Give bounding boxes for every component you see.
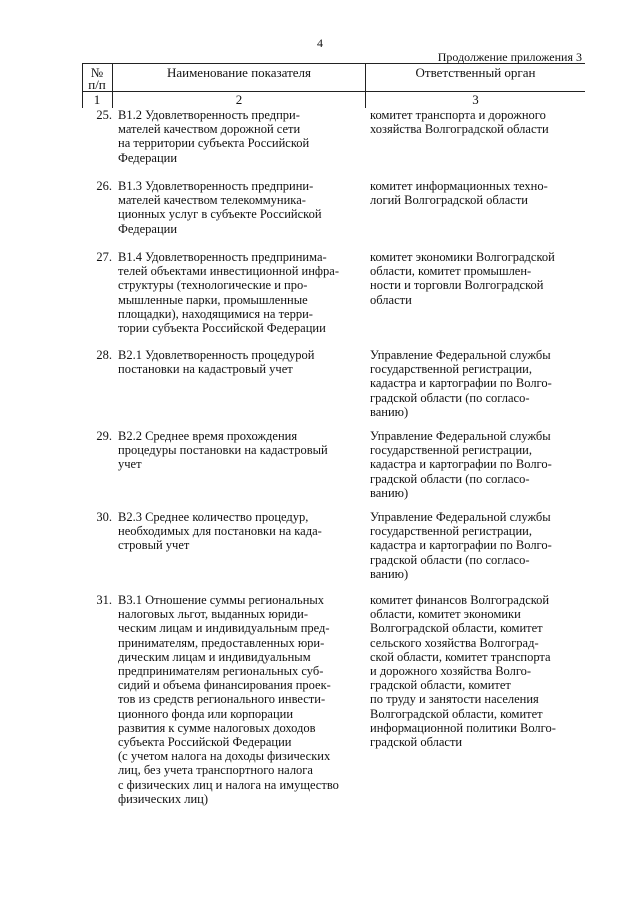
row-number: 31. — [96, 593, 112, 607]
row-number: 28. — [96, 348, 112, 362]
table-row — [82, 348, 585, 429]
row-number: 30. — [96, 510, 112, 524]
responsible-body: комитет информационных техно- логий Волгоградской области — [370, 179, 548, 208]
page-number: 4 — [317, 36, 323, 50]
indicator-name: В1.3 Удовлетворенность предприни- мателей качеством телекоммуника- ционных услуг в субъекте Российской Федерации — [118, 179, 322, 236]
header-col-2: 2 — [235, 92, 243, 107]
table-body — [82, 108, 585, 813]
table-row — [82, 510, 585, 593]
header-responsible-body: Ответственный орган — [415, 65, 536, 80]
table-row — [82, 250, 585, 348]
header-num-bottom: п/п — [88, 77, 106, 92]
appendix-continuation-label: Продолжение приложения 3 — [437, 50, 582, 64]
header-indicator-name: Наименование показателя — [166, 65, 312, 80]
row-number: 26. — [96, 179, 112, 193]
header-col-1: 1 — [93, 92, 101, 107]
indicator-name: В2.1 Удовлетворенность процедурой постановки на кадастровый учет — [118, 348, 315, 377]
responsible-body: Управление Федеральной службы государственной регистрации, кадастра и картографии по Волго- градской области (по согласо- ванию) — [370, 429, 552, 500]
indicator-name: В1.2 Удовлетворенность предпри- мателей качеством дорожной сети на территории субъекта Российской Федерации — [118, 108, 310, 165]
table-row — [82, 429, 585, 510]
header-num-top: № — [90, 65, 104, 80]
row-number: 27. — [96, 250, 112, 264]
indicator-name: В3.1 Отношение суммы региональных налоговых льгот, выданных юриди- ческим лицам и индивидуальным пред- принимателям, предоставленных юри- дическим лицам и индивидуальным предпринимателям региональных суб- сидий и объема финансирования проек- тов из средств регионального инвести- ционного фонда или корпорации развития к сумме налоговых доходов субъекта Российской Федерации (с учетом налога на доходы физических лиц, без учета транспортного налога с физических лиц и налога на имущество физических лиц) — [118, 593, 339, 806]
header-divider — [82, 91, 585, 92]
responsible-body: комитет транспорта и дорожного хозяйства Волгоградской области — [370, 108, 549, 137]
table-row — [82, 108, 585, 179]
responsible-body: Управление Федеральной службы государственной регистрации, кадастра и картографии по Волго- градской области (по согласо- ванию) — [370, 348, 552, 419]
responsible-body: комитет экономики Волгоградской области, комитет промышлен- ности и торговли Волгоградской области — [370, 250, 555, 307]
table-header — [82, 63, 585, 108]
indicator-name: В2.3 Среднее количество процедур, необходимых для постановки на када- стровый учет — [118, 510, 322, 553]
responsible-body: Управление Федеральной службы государственной регистрации, кадастра и картографии по Волго- градской области (по согласо- ванию) — [370, 510, 552, 581]
indicator-name: В2.2 Среднее время прохождения процедуры постановки на кадастровый учет — [118, 429, 328, 472]
table-row — [82, 593, 585, 813]
responsible-body: комитет финансов Волгоградской области, комитет экономики Волгоградской области, комитет сельского хозяйства Волгоград- ской области, комитет транспорта и дорожного хозяйства Волго- градской области, комитет по труду и занятости населения Волгоградской области, комитет информационной политики Волго- градской области — [370, 593, 556, 750]
indicator-name: В1.4 Удовлетворенность предпринима- телей объектами инвестиционной инфра- структуры (технологические и про- мышленные парки, промышленные площадки), находящимися на терри- тории субъекта Российской Федерации — [118, 250, 339, 336]
row-number: 25. — [96, 108, 112, 122]
table-row — [82, 179, 585, 250]
header-col-3: 3 — [472, 92, 479, 107]
row-number: 29. — [96, 429, 112, 443]
